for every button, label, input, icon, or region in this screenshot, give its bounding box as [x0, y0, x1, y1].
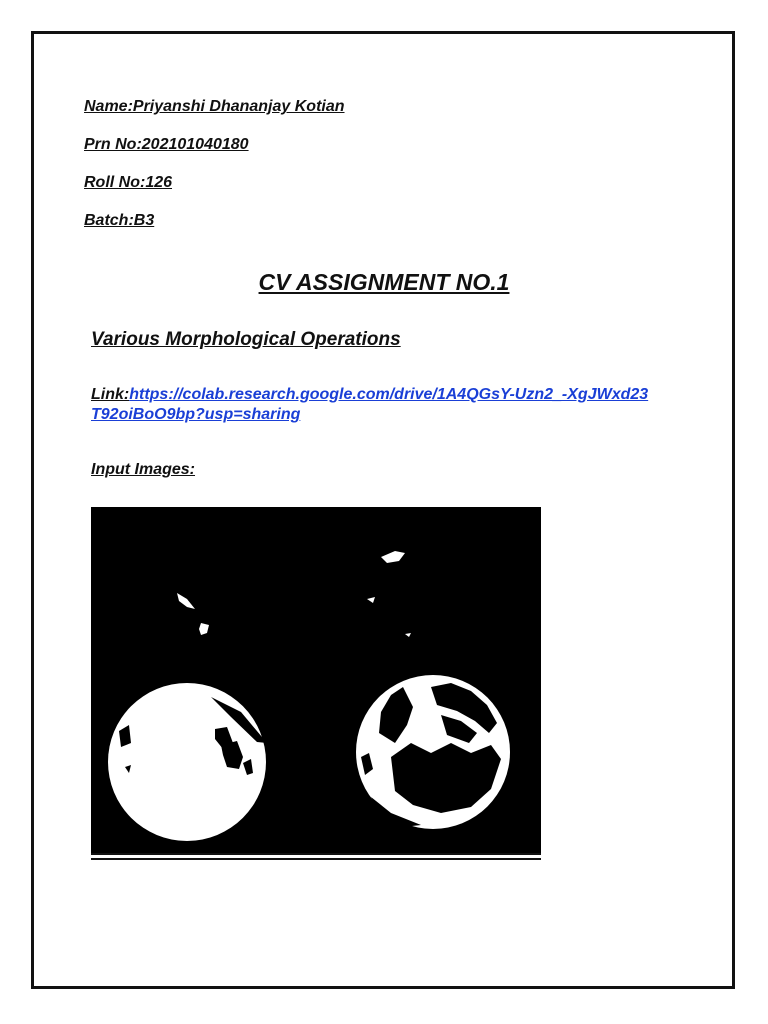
binary-spheres-image — [91, 507, 541, 853]
section-subtitle: Various Morphological Operations — [91, 329, 401, 350]
student-batch: Batch:B3 — [84, 212, 155, 229]
link-prefix: Link: — [91, 386, 130, 403]
figure-underline-top — [91, 853, 541, 855]
student-roll: Roll No:126 — [84, 174, 173, 191]
student-prn: Prn No:202101040180 — [84, 136, 249, 153]
input-image-figure — [91, 507, 541, 853]
colab-link[interactable]: https://colab.research.google.com/drive/1A4QGsY-Uzn2_-XgJWxd23T92oiBoO9bp?usp=sharing — [91, 386, 649, 423]
student-name: Name:Priyanshi Dhananjay Kotian — [84, 98, 345, 115]
assignment-title: CV ASSIGNMENT NO.1 — [258, 269, 510, 295]
figure-underline-bottom — [91, 858, 541, 860]
link-paragraph — [91, 385, 651, 425]
left-sphere — [108, 683, 266, 841]
input-images-label: Input Images: — [91, 461, 196, 478]
